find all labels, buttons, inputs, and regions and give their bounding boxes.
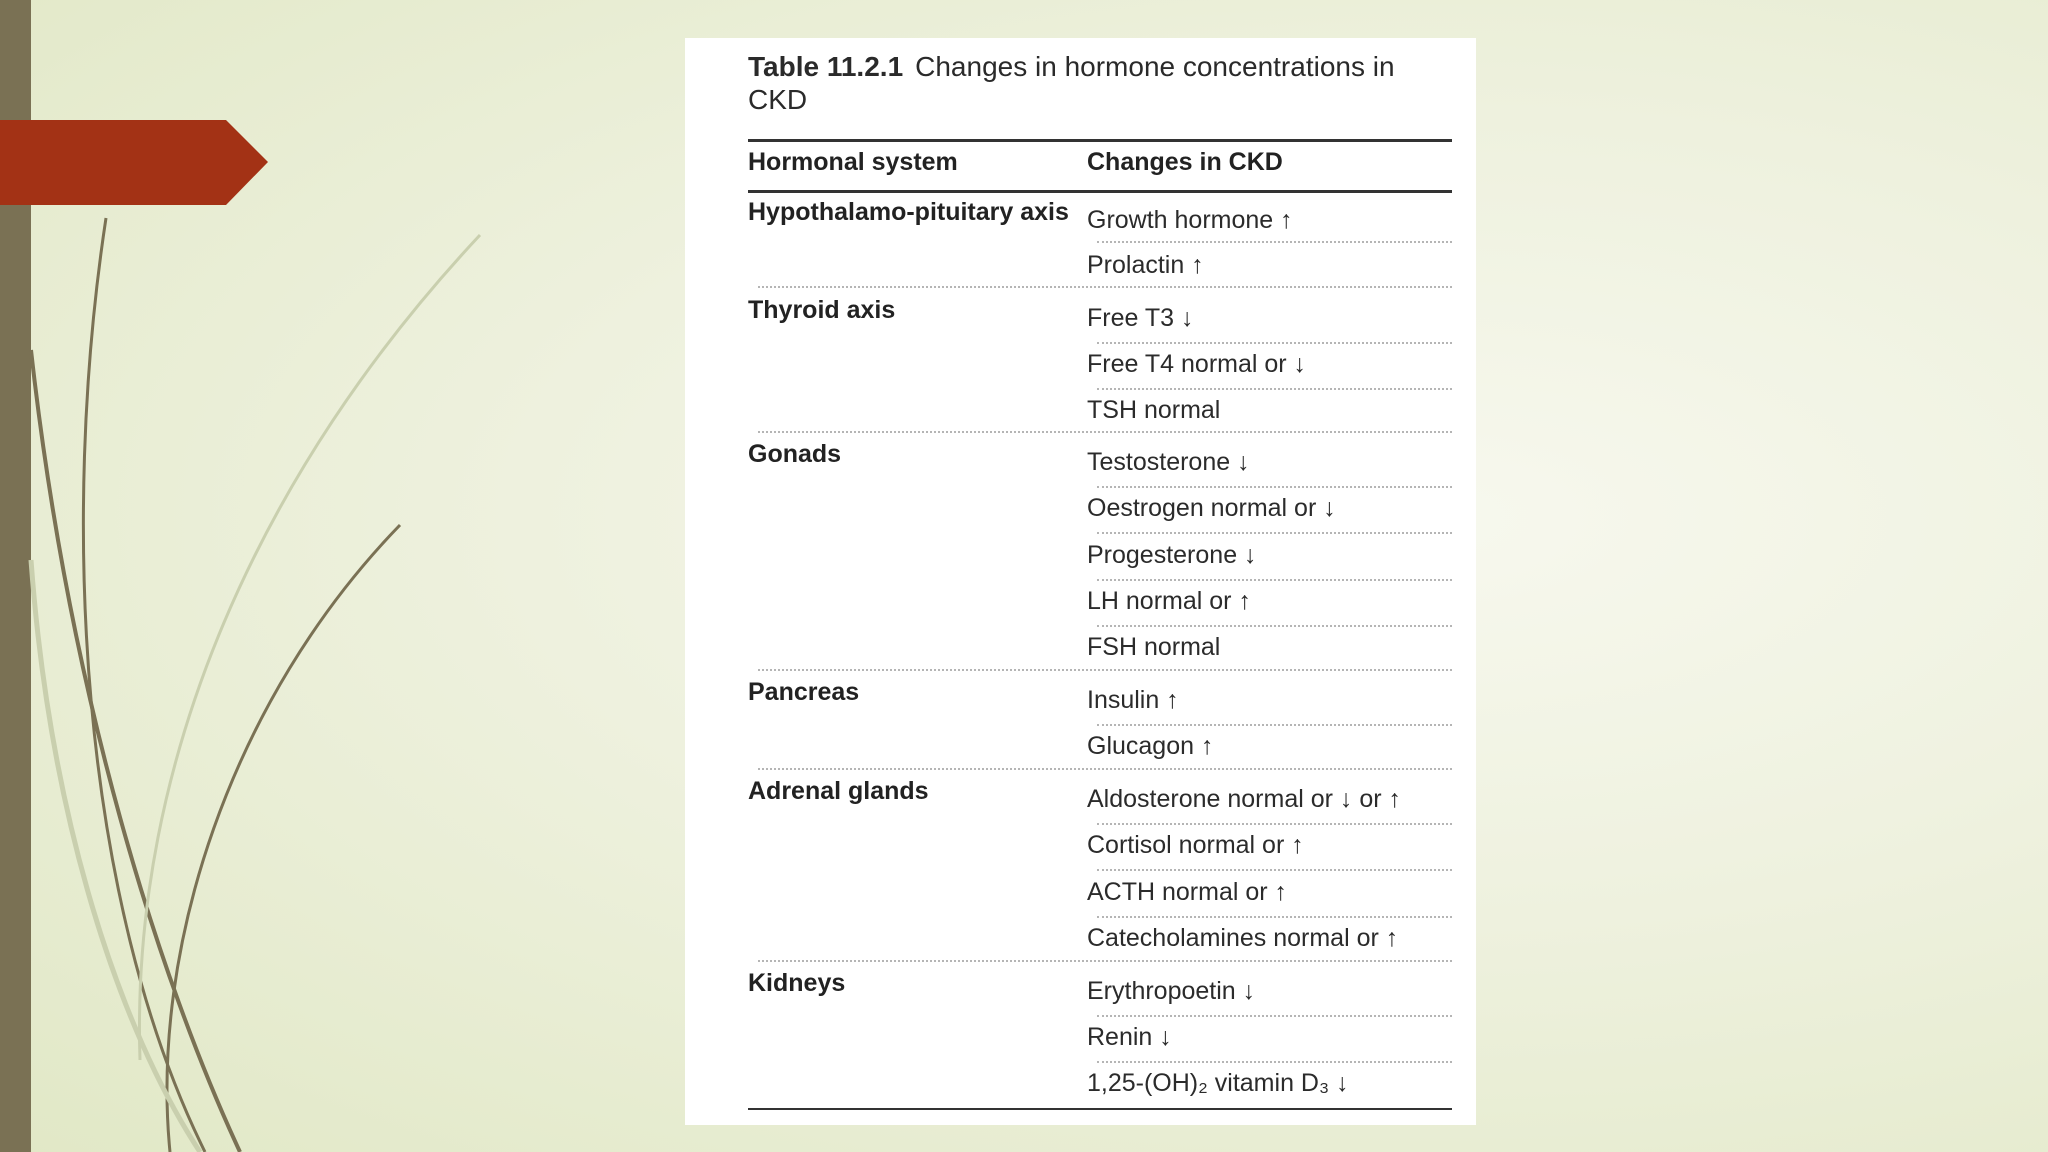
- table-header-rule: [748, 190, 1452, 193]
- row-divider: [1097, 625, 1452, 627]
- table-cell: TSH normal: [1087, 396, 1221, 424]
- table-caption-number: Table 11.2.1: [748, 51, 904, 82]
- table-cell: Catecholamines normal or ↑: [1087, 924, 1399, 952]
- group-divider: [758, 768, 1452, 770]
- table-cell: Cortisol normal or ↑: [1087, 831, 1304, 859]
- table-caption: [748, 50, 1428, 116]
- header-hormonal-system: Hormonal system: [748, 148, 958, 176]
- table-cell: Prolactin ↑: [1087, 251, 1204, 279]
- table-cell: Growth hormone ↑: [1087, 206, 1293, 234]
- row-divider: [1097, 1061, 1452, 1063]
- row-divider: [1097, 342, 1452, 344]
- table-cell: Free T4 normal or ↓: [1087, 350, 1307, 378]
- group-divider: [758, 960, 1452, 962]
- group-label: Adrenal glands: [748, 777, 929, 805]
- row-divider: [1097, 916, 1452, 918]
- table-cell: Insulin ↑: [1087, 686, 1179, 714]
- table-cell: Oestrogen normal or ↓: [1087, 494, 1336, 522]
- group-label: Thyroid axis: [748, 296, 896, 324]
- table-cell: LH normal or ↑: [1087, 587, 1251, 615]
- group-divider: [758, 669, 1452, 671]
- row-divider: [1097, 724, 1452, 726]
- row-divider: [1097, 823, 1452, 825]
- group-label: Gonads: [748, 440, 842, 468]
- hormone-table-image: [685, 38, 1476, 1125]
- row-divider: [1097, 579, 1452, 581]
- table-cell: ACTH normal or ↑: [1087, 878, 1288, 906]
- group-divider: [758, 286, 1452, 288]
- table-cell: Aldosterone normal or ↓ or ↑: [1087, 785, 1402, 813]
- row-divider: [1097, 1015, 1452, 1017]
- row-divider: [1097, 486, 1452, 488]
- table-cell: Glucagon ↑: [1087, 732, 1214, 760]
- table-cell: FSH normal: [1087, 633, 1221, 661]
- row-divider: [1097, 869, 1452, 871]
- table-caption-text: Changes in hormone concentrations in CKD: [748, 51, 1395, 115]
- table-cell: Free T3 ↓: [1087, 304, 1194, 332]
- table-top-rule: [748, 139, 1452, 142]
- decorative-swooshes: [0, 0, 520, 1152]
- row-divider: [1097, 241, 1452, 243]
- table-bottom-rule: [748, 1108, 1452, 1110]
- row-divider: [1097, 388, 1452, 390]
- table-cell: 1,25-(OH)₂ vitamin D₃ ↓: [1087, 1069, 1349, 1097]
- group-label: Pancreas: [748, 678, 860, 706]
- table-cell: Renin ↓: [1087, 1023, 1172, 1051]
- table-cell: Progesterone ↓: [1087, 541, 1257, 569]
- group-label: Kidneys: [748, 969, 846, 997]
- group-label: Hypothalamo-pituitary axis: [748, 198, 1069, 226]
- table-cell: Testosterone ↓: [1087, 448, 1250, 476]
- row-divider: [1097, 532, 1452, 534]
- table-cell: Erythropoetin ↓: [1087, 977, 1256, 1005]
- header-changes-in-ckd: Changes in CKD: [1087, 148, 1283, 176]
- group-divider: [758, 431, 1452, 433]
